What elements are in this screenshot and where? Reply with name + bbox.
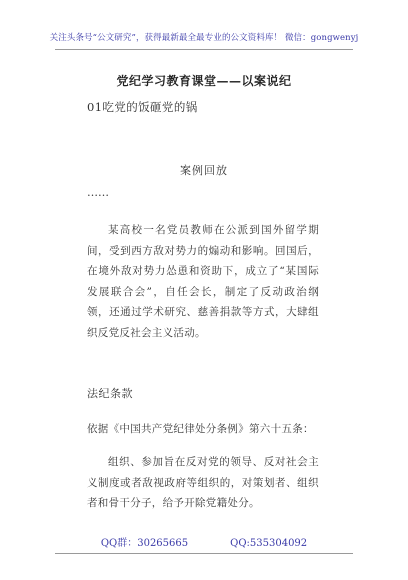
case-review-heading: 案例回放 [180,164,228,177]
case-paragraph: 某高校一名党员教师在公派到国外留学期间，受到西方敌对势力的煽动和影响。回国后，在境外敌对势力怂恿和资助下，成立了“某国际发展联合会”，自任会长，制定了反动政治纲领，还通过学术研究、慈善捐款等方式，大肆组织反党反社会主义活动。 [87,224,319,339]
ellipsis-text: …… [87,186,109,199]
header-divider [55,49,353,50]
section-heading: 01吃党的饭砸党的锅 [87,100,198,114]
law-reference: 依据《中国共产党纪律处分条例》第六十五条： [87,423,314,435]
law-heading: 法纪条款 [87,387,133,400]
qq-group-text: QQ群：30265665 [100,538,189,549]
page-title: 党纪学习教育课堂——以案说纪 [116,74,292,88]
law-paragraph: 组织、参加旨在反对党的领导、反对社会主义制度或者敌视政府等组织的，对策划者、组织者和骨干分子，给予开除党籍处分。 [87,456,319,509]
header-note: 关注头条号“公文研究”，获得最新最全最专业的公文资料库！ 微信：gongwenyj [49,33,359,43]
qq-text: QQ:535304092 [230,538,308,549]
footer-divider [55,553,353,554]
footer-contacts [0,534,408,549]
